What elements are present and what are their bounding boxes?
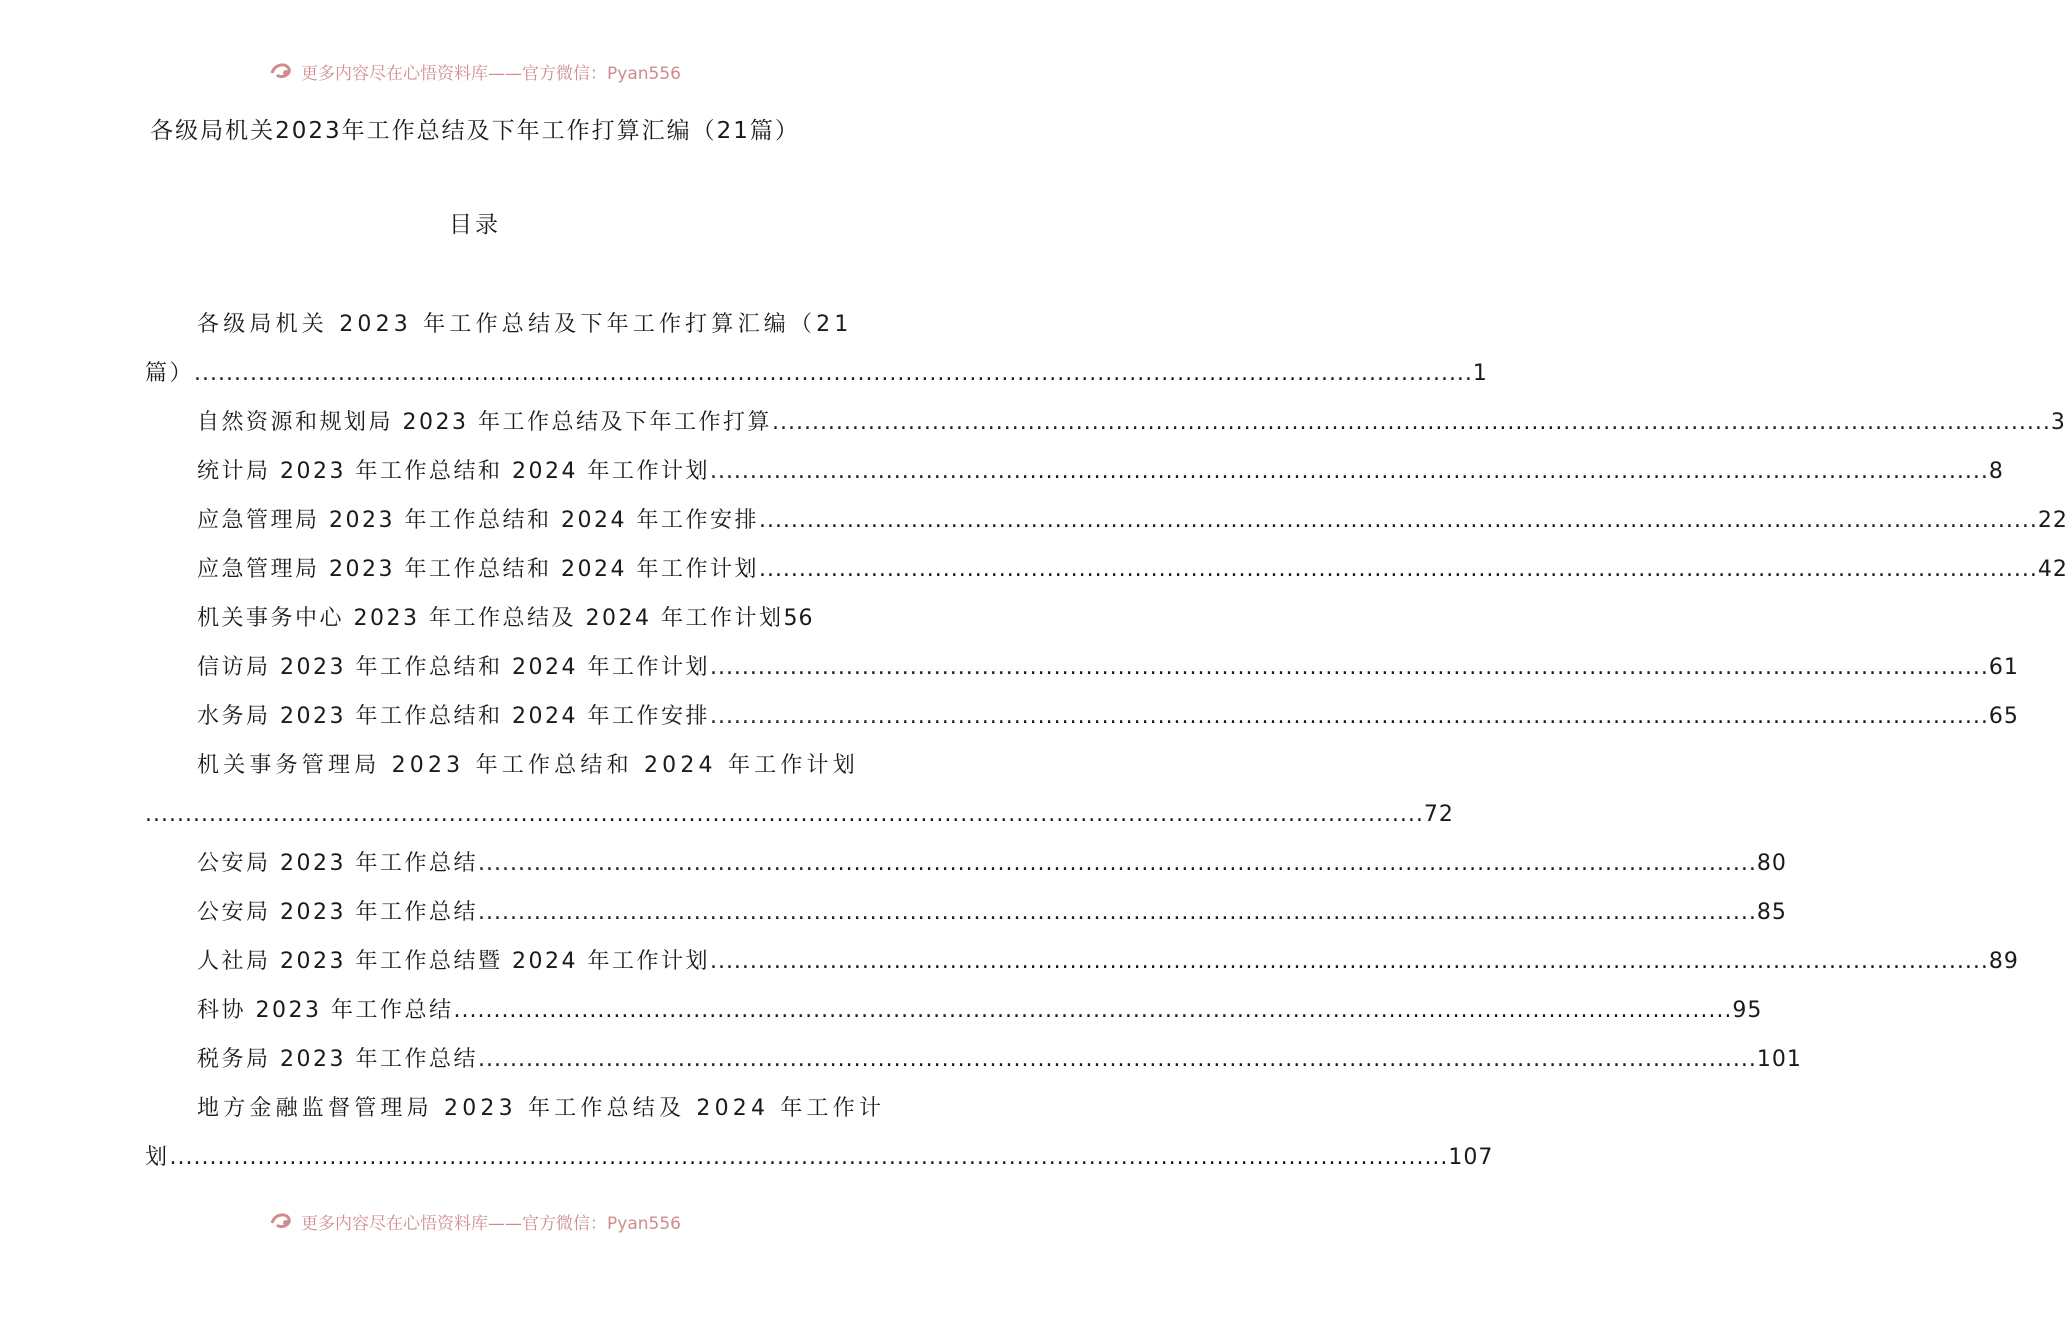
toc-entry-title: 应急管理局 2023 年工作总结和 2024 年工作安排: [197, 508, 759, 533]
toc-entry-page: 65: [1988, 704, 2019, 729]
toc-entry[interactable]: [145, 300, 1488, 398]
toc-entry-title: 人社局 2023 年工作总结暨 2024 年工作计划: [197, 949, 710, 974]
toc-entry-title-cont: 篇）: [145, 361, 195, 386]
toc-entry[interactable]: [145, 1035, 1802, 1084]
leader-dots: [145, 790, 1424, 839]
toc-entry[interactable]: [145, 447, 2004, 496]
leader-dots: [710, 937, 1989, 986]
toc-entry[interactable]: [145, 741, 1454, 839]
toc-entry-title: 水务局 2023 年工作总结和 2024 年工作安排: [197, 704, 710, 729]
leader-dots: [194, 349, 1473, 398]
toc-entry-title: 信访局 2023 年工作总结和 2024 年工作计划: [197, 655, 710, 680]
toc-entry-page: 1: [1472, 361, 1488, 386]
toc-entry-title: 公安局 2023 年工作总结: [197, 900, 478, 925]
toc-entry-title-cont: 划: [145, 1145, 170, 1170]
leader-dots: [478, 888, 1757, 937]
brand-logo-icon: [269, 1211, 295, 1231]
toc-entry-title: 应急管理局 2023 年工作总结和 2024 年工作计划: [197, 557, 759, 582]
toc-entry-page: 56: [783, 606, 814, 631]
leader-dots: [710, 643, 1989, 692]
toc-entry-title: 自然资源和规划局 2023 年工作总结及下年工作打算: [197, 410, 772, 435]
document-title: 各级局机关2023年工作总结及下年工作打算汇编（21篇）: [150, 118, 800, 144]
leader-dots: [453, 986, 1732, 1035]
toc-entry-page: 85: [1756, 900, 1787, 925]
toc-entry-page: 89: [1988, 949, 2019, 974]
toc-heading: 目录: [449, 212, 501, 238]
toc-entry[interactable]: [145, 545, 2068, 594]
leader-dots: [759, 496, 2038, 545]
toc-entry[interactable]: [145, 496, 2068, 545]
toc-entry-page: 72: [1423, 802, 1454, 827]
watermark-text: 更多内容尽在心悟资料库——官方微信：Pyan556: [301, 63, 681, 84]
brand-logo-icon: [269, 61, 295, 81]
toc-entry-page: 3: [2050, 410, 2066, 435]
leader-dots: [772, 398, 2051, 447]
toc-entry-title: 公安局 2023 年工作总结: [197, 851, 478, 876]
toc-entry-page: 22: [2037, 508, 2068, 533]
toc-entry[interactable]: [145, 1084, 1494, 1182]
toc-entry-title: 各级局机关 2023 年工作总结及下年工作打算汇编（21: [197, 312, 853, 337]
leader-dots: [170, 1133, 1449, 1182]
leader-dots: [710, 692, 1989, 741]
table-of-contents: [145, 300, 2068, 1182]
toc-entry[interactable]: [145, 839, 1787, 888]
toc-entry-page: 80: [1756, 851, 1787, 876]
toc-entry-page: 61: [1988, 655, 2019, 680]
toc-entry-page: 42: [2037, 557, 2068, 582]
toc-entry-title: 税务局 2023 年工作总结: [197, 1047, 478, 1072]
toc-entry[interactable]: [145, 594, 814, 643]
toc-entry-page: 95: [1732, 998, 1763, 1023]
toc-entry[interactable]: [145, 986, 1763, 1035]
leader-dots: [710, 447, 1989, 496]
leader-dots: [759, 545, 2038, 594]
watermark-banner-bottom: [0, 1208, 950, 1234]
toc-entry[interactable]: [145, 692, 2019, 741]
toc-entry-title: 机关事务中心 2023 年工作总结及 2024 年工作计划: [197, 606, 784, 631]
watermark-banner-top: [0, 58, 950, 84]
toc-entry[interactable]: [145, 888, 1787, 937]
toc-entry-page: 107: [1448, 1145, 1494, 1170]
toc-entry-page: 101: [1756, 1047, 1802, 1072]
toc-entry-title: 地方金融监督管理局 2023 年工作总结及 2024 年工作计: [197, 1096, 886, 1121]
toc-entry-title: 机关事务管理局 2023 年工作总结和 2024 年工作计划: [197, 753, 859, 778]
toc-entry[interactable]: [145, 937, 2019, 986]
toc-entry-page: 8: [1988, 459, 2004, 484]
watermark-text: 更多内容尽在心悟资料库——官方微信：Pyan556: [301, 1213, 681, 1234]
leader-dots: [478, 839, 1757, 888]
toc-entry-title: 统计局 2023 年工作总结和 2024 年工作计划: [197, 459, 710, 484]
toc-entry[interactable]: [145, 643, 2019, 692]
toc-entry-title: 科协 2023 年工作总结: [197, 998, 454, 1023]
toc-entry[interactable]: [145, 398, 2066, 447]
leader-dots: [478, 1035, 1757, 1084]
